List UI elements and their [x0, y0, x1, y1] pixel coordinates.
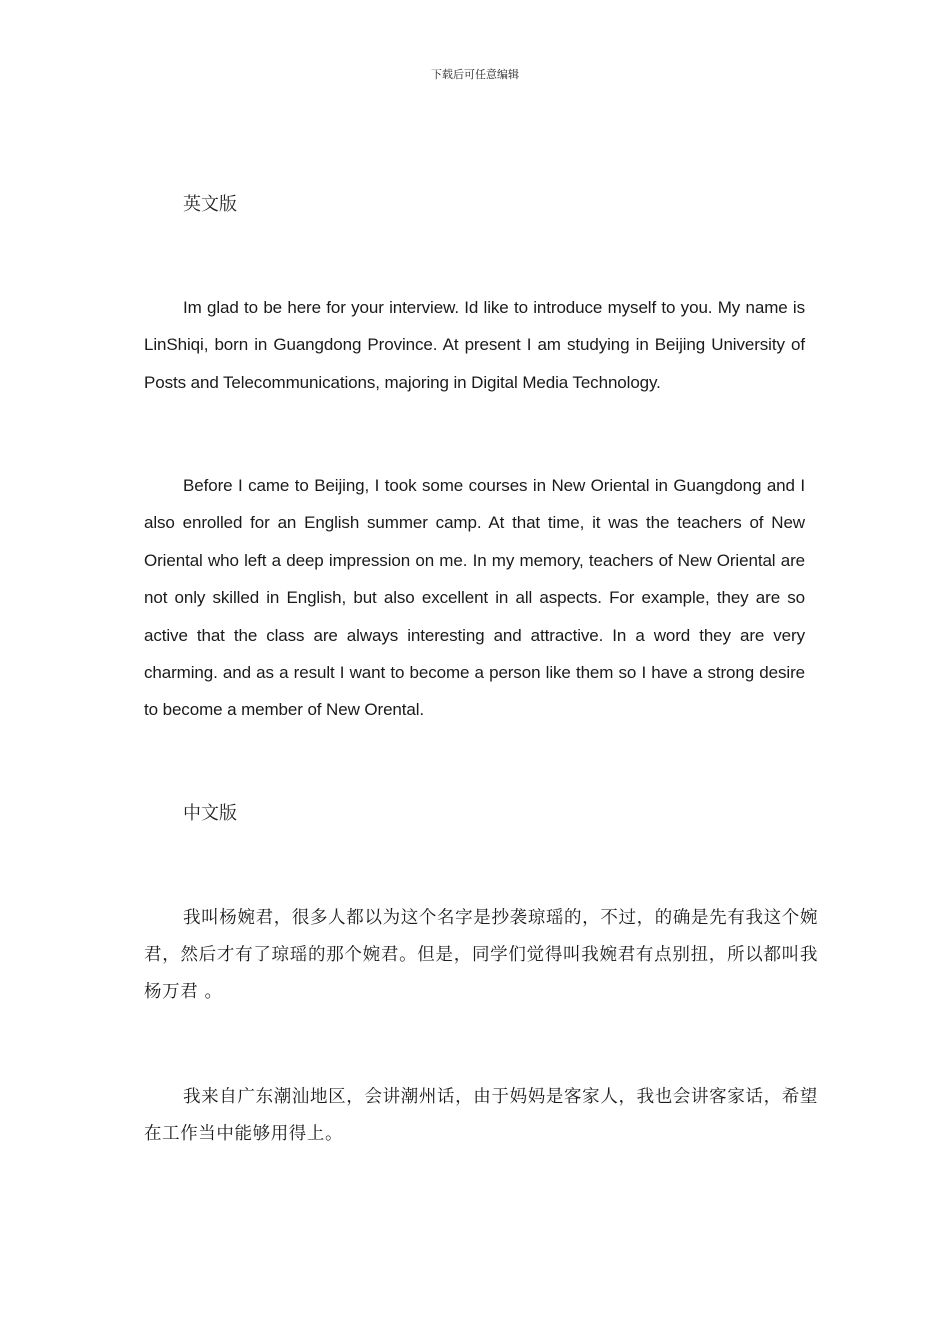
- chinese-paragraph-name: 我叫杨婉君，很多人都以为这个名字是抄袭琼瑶的，不过，的确是先有我这个婉君，然后才有了琼瑶的那个婉君。但是，同学们觉得叫我婉君有点别扭，所以都叫我杨万君 。: [144, 908, 818, 1002]
- chinese-version-heading: 中文版: [183, 803, 237, 824]
- english-paragraph-new-oriental: Before I came to Beijing, I took some courses in New Oriental in Guangdong and I also enrolled for an English summer camp. At that time, it was the teachers of New Oriental who left a deep impression on me. In my memory, teachers of New Oriental are not only skilled in English, but also excellent in all aspects. For example, they are so active that the class are always interesting and attractive. In a word they are very charming. and as a result I want to become a person like them so I have a strong desire to become a member of New Orental.: [144, 476, 805, 720]
- page-header: 下载后可任意编辑: [431, 68, 519, 81]
- chinese-paragraph-hometown: 我来自广东潮汕地区，会讲潮州话，由于妈妈是客家人，我也会讲客家话，希望在工作当中能够用得上。: [144, 1087, 818, 1144]
- english-paragraph-intro: Im glad to be here for your interview. Id like to introduce myself to you. My name is LinShiqi, born in Guangdong Province. At present I am studying in Beijing University of Posts and Telecommunications, majoring in Digital Media Technology.: [144, 298, 805, 392]
- english-version-heading: 英文版: [183, 194, 237, 215]
